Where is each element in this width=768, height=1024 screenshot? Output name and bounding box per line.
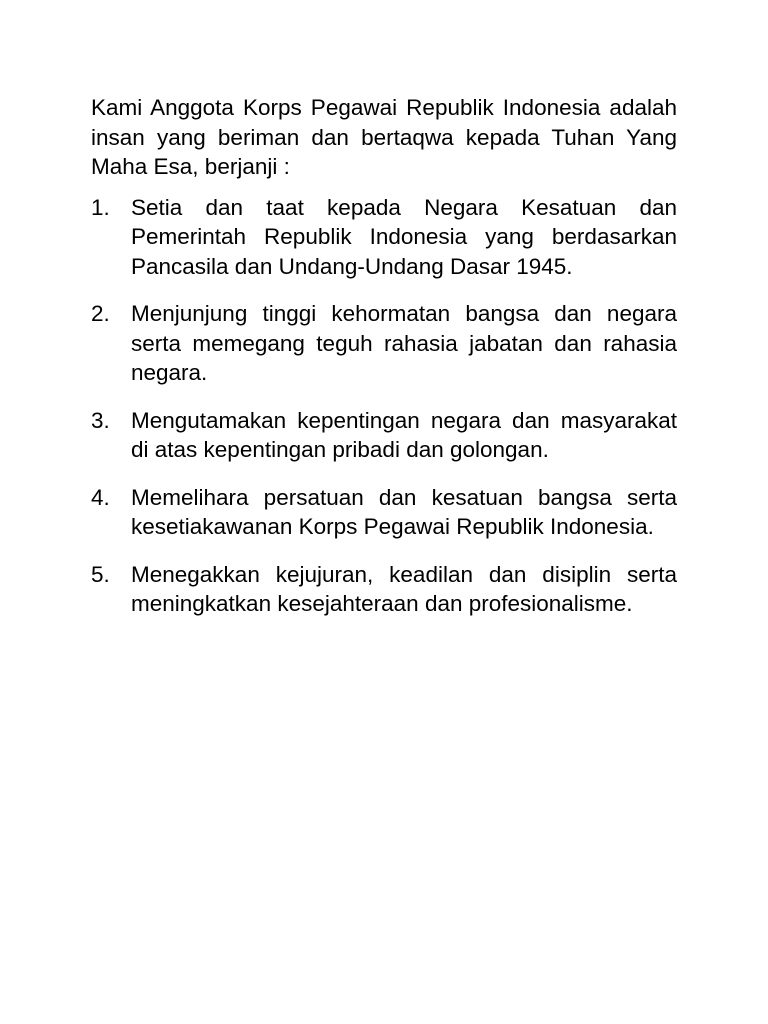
list-text: Menjunjung tinggi kehormatan bangsa dan negara serta memegang teguh rahasia jabatan dan rahasia negara.: [131, 301, 677, 385]
list-text: Setia dan taat kepada Negara Kesatuan dan Pemerintah Republik Indonesia yang berdasarkan Pancasila dan Undang-Undang Dasar 1945.: [131, 194, 677, 279]
document-page: [91, 93, 677, 637]
list-number: 4.: [91, 484, 110, 510]
list-text: Memelihara persatuan dan kesatuan bangsa serta kesetiakawanan Korps Pegawai Republik Indonesia.: [131, 484, 677, 539]
list-item: [91, 406, 677, 465]
pledge-list: [91, 193, 677, 619]
list-item: [91, 483, 677, 542]
list-number: 3.: [91, 407, 110, 433]
list-number: 2.: [91, 301, 110, 326]
list-text: Menegakkan kejujuran, keadilan dan disiplin serta meningkatkan kesejahteraan dan profesionalisme.: [131, 561, 677, 616]
list-item: [91, 299, 677, 388]
list-number: 1.: [91, 194, 110, 220]
list-item: [91, 193, 677, 282]
list-text: Mengutamakan kepentingan negara dan masyarakat di atas kepentingan pribadi dan golongan.: [131, 407, 677, 462]
intro-paragraph: Kami Anggota Korps Pegawai Republik Indonesia adalah insan yang beriman dan bertaqwa kepada Tuhan Yang Maha Esa, berjanji :: [91, 95, 677, 179]
list-number: 5.: [91, 561, 110, 587]
list-item: [91, 560, 677, 619]
